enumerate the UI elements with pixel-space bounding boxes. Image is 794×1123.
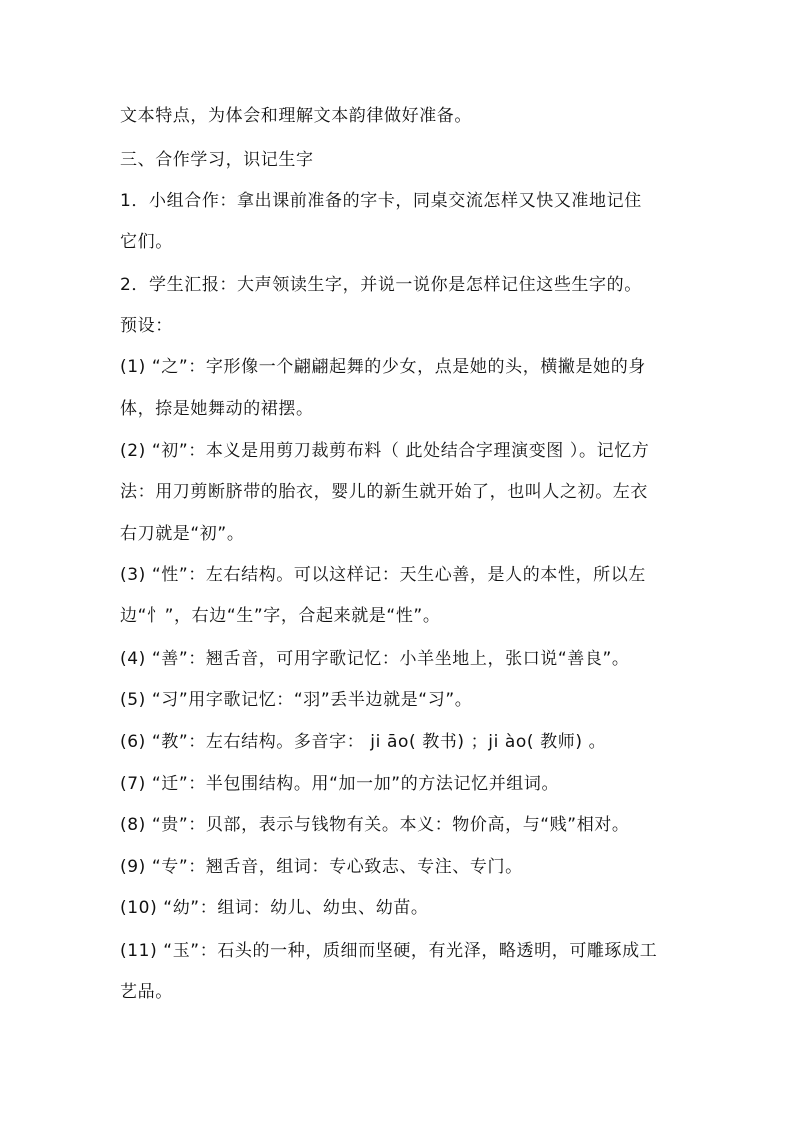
text-line: 预设： xyxy=(120,316,173,336)
text-line: (2) “初”：本义是用剪刀裁剪布料（ 此处结合字理演变图 ）。记忆方 xyxy=(120,441,650,461)
text-line: (6) “教”：左右结构。多音字： ji āo( 教书) ；ji ào( 教师) 。 xyxy=(120,732,607,752)
text-line: (5) “习”用字歌记忆：“羽”丢半边就是“习”。 xyxy=(120,690,473,710)
text-line: (3) “性”：左右结构。可以这样记：天生心善，是人的本性，所以左 xyxy=(120,565,646,585)
text-line: 它们。 xyxy=(120,232,173,252)
text-line: (7) “迁”：半包围结构。用“加一加”的方法记忆并组词。 xyxy=(120,774,560,794)
text-line: (9) “专”：翘舌音，组词：专心致志、专注、专门。 xyxy=(120,857,523,877)
text-line: 边“忄”，右边“生”字，合起来就是“性”。 xyxy=(120,606,441,626)
text-line: 文本特点，为体会和理解文本韵律做好准备。 xyxy=(120,106,472,126)
text-line: (11) “玉”：石头的一种，质细而坚硬，有光泽，略透明，可雕琢成工 xyxy=(120,941,658,961)
text-line: (10) “幼”：组词：幼儿、幼虫、幼苗。 xyxy=(120,898,429,918)
text-line: (1) “之”：字形像一个翩翩起舞的少女，点是她的头，横撇是她的身 xyxy=(120,357,646,377)
section-heading: 三、合作学习，识记生字 xyxy=(120,150,314,170)
text-line: 艺品。 xyxy=(120,982,173,1002)
text-line: 2．学生汇报：大声领读生字，并说一说你是怎样记住这些生字的。 xyxy=(120,275,642,295)
text-line: (8) “贵”：贝部，表示与钱物有关。本义：物价高，与“贱”相对。 xyxy=(120,815,630,835)
text-line: 右刀就是“初”。 xyxy=(120,524,245,544)
text-line: 法：用刀剪断脐带的胎衣，婴儿的新生就开始了，也叫人之初。左衣 xyxy=(120,482,648,502)
text-line: 1．小组合作：拿出课前准备的字卡，同桌交流怎样又快又准地记住 xyxy=(120,191,642,211)
text-line: 体，捺是她舞动的裙摆。 xyxy=(120,399,314,419)
text-line: (4) “善”：翘舌音，可用字歌记忆：小羊坐地上，张口说“善良”。 xyxy=(120,649,630,669)
